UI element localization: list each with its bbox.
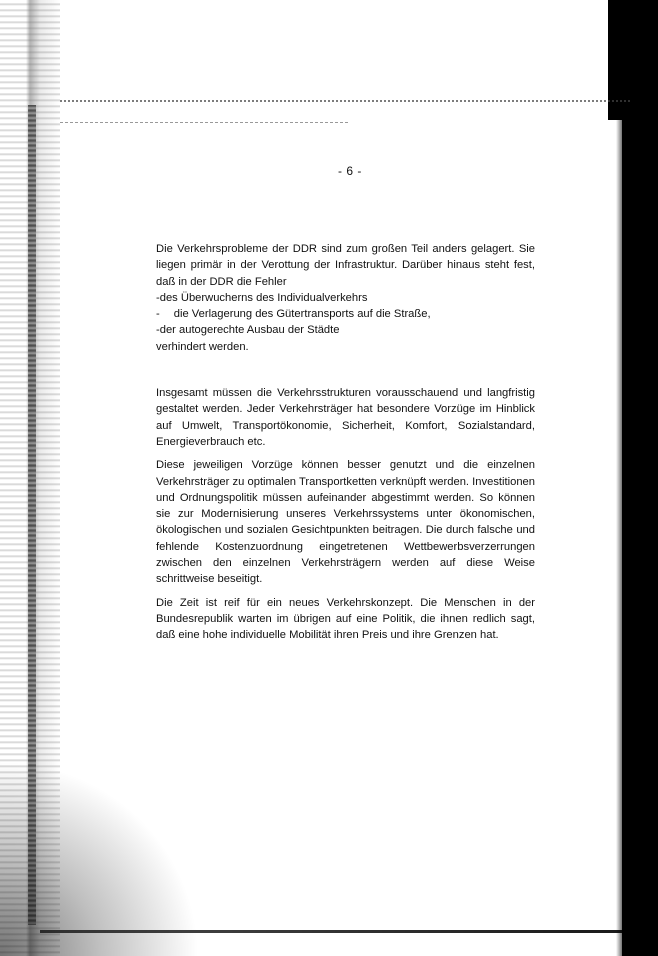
bullet-dash: - <box>156 308 160 321</box>
bullet-item: -der autogerechte Ausbau der Städte <box>156 324 340 337</box>
paragraph: Die Zeit ist reif für ein neues Verkehrskonzept. Die Menschen in der Bundesrepublik warten im übrigen auf eine Politik, die ihnen redlich sagt, daß eine hohe individuelle Mobilität ihren Preis und ihre Grenzen hat. <box>156 596 535 642</box>
scan-bottom-line <box>40 930 630 933</box>
bullet-item <box>156 306 535 322</box>
document-body <box>156 241 535 644</box>
scan-top-line <box>60 100 630 102</box>
paragraph: Diese jeweiligen Vorzüge können besser genutzt und die einzelnen Verkehrsträger zu optimalen Transportketten verknüpft werden. Investitionen und Ordnungspolitik müssen aufeinander abgestimmt werden. So können sie zur Modernisierung unseres Verkehrssystems unter ökonomischen, ökologischen und sozialen Gesichtpunkten beitragen. Die durch falsche und fehlende Kostenzuordnung eingetretenen Wettbewerbsverzerrungen zwischen den einzelnen Verkehrsträgern werden auf diese Weise schrittweise beseitigt. <box>156 459 535 586</box>
bullet-item: -des Überwucherns des Individualverkehrs <box>156 291 368 304</box>
bullet-text: die Verlagerung des Gütertransports auf die Straße, <box>173 308 431 321</box>
scan-top-line-secondary <box>60 122 350 123</box>
scan-bottom-left-shadow <box>0 760 200 956</box>
closing-line: verhindert werden. <box>156 340 249 353</box>
intro-sentence: Die Verkehrsprobleme der DDR sind zum großen Teil anders gelagert. Sie liegen primär in der Verottung der Infrastruktur. Darüber hinaus steht fest, daß in der DDR die Fehler <box>156 243 535 288</box>
page-number: - 6 - <box>338 164 362 178</box>
paragraph: Insgesamt müssen die Verkehrsstrukturen vorausschauend und langfristig gestaltet werden. Jeder Verkehrsträger hat besondere Vorzüge im Hinblick auf Umwelt, Transportökonomie, Sicherheit, Komfort, Sozialstandard, Energieverbrauch etc. <box>156 387 535 448</box>
bullet-list <box>156 290 535 339</box>
scan-top-right-corner <box>608 0 658 120</box>
intro-block <box>156 241 535 290</box>
scan-right-edge <box>622 0 658 956</box>
